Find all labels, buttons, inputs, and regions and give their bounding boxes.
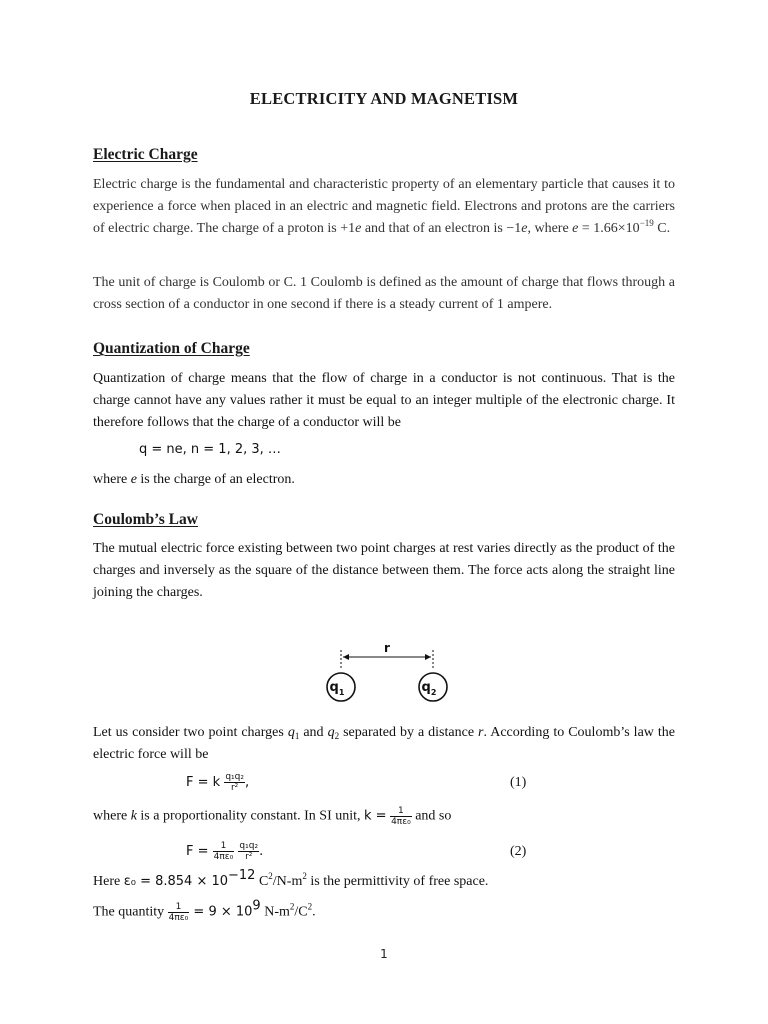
point-charges-diagram bbox=[300, 638, 480, 706]
where-electron-text: where e is the charge of an electron. bbox=[93, 472, 295, 487]
where-k-text: where k is a proportionality constant. In SI unit, k = $\frac{1}{\text{4πε₀}}$ and so bbox=[93, 806, 452, 827]
charge-q2-label: $q_2$ bbox=[421, 680, 437, 697]
permittivity-text: Here $\varepsilon_0 = 8.854 \times 10^{-12}$ $C^2/N-m^2$ is the permittivity of free space. bbox=[93, 868, 489, 889]
charge-q1-label: $q_1$ bbox=[329, 680, 345, 697]
equation-2: F = $\frac{1}{\text{4πε₀}}$ $\frac{\text{q₁q₂}}{\text{r²}}$ . bbox=[186, 841, 264, 862]
equation-2-number: (2) bbox=[510, 844, 527, 859]
equation-1: F = k $\frac{\text{q₁q₂}}{\text{r²}}$ , bbox=[186, 772, 250, 793]
heading-coulombs-law: Coulomb’s Law bbox=[93, 511, 198, 528]
paragraph-quantization: Quantization of charge means that the flow of charge in a conductor is not continuous. That is the charge cannot have any values rather it must be equal to an integer multiple of the electronic charge. It therefore follows that the charge of a conductor will be bbox=[93, 371, 675, 430]
page-title: ELECTRICITY AND MAGNETISM bbox=[249, 89, 519, 108]
heading-quantization: Quantization of Charge bbox=[93, 340, 250, 357]
quantity-text: The quantity $\frac{1}{\text{4πε₀}}$ = $9 \times 10^9$ $N-m^2/C^2$. bbox=[93, 898, 316, 923]
distance-label: r bbox=[384, 641, 390, 655]
paragraph-electric-charge: Electric charge is the fundamental and characteristic property of an elementary particle that causes it to experience a force when placed in an electric and magnetic field. Electrons and protons are the carriers of electric charge. The charge of a proton is +1e and that of an electron is −1e, where $e = 1.66\times 10^{-19}$ C. bbox=[93, 177, 675, 236]
paragraph-unit-of-charge: The unit of charge is Coulomb or C. 1 Coulomb is defined as the amount of charge that flows through a cross section of a conductor in one second if there is a steady current of 1 ampere. bbox=[93, 275, 675, 312]
equation-quantization: q = ne, n = 1, 2, 3, … bbox=[139, 442, 281, 457]
paragraph-consider-charges: Let us consider two point charges $q_1$ and $q_2$ separated by a distance r. According to Coulomb’s law the electric force will be bbox=[93, 725, 676, 762]
equation-1-number: (1) bbox=[510, 775, 527, 790]
page-number: 1 bbox=[380, 947, 388, 961]
paragraph-coulombs-law: The mutual electric force existing between two point charges at rest varies directly as the product of the charges and inversely as the square of the distance between them. The force acts along the straight line joining the charges. bbox=[93, 541, 675, 600]
heading-electric-charge: Electric Charge bbox=[93, 146, 198, 163]
